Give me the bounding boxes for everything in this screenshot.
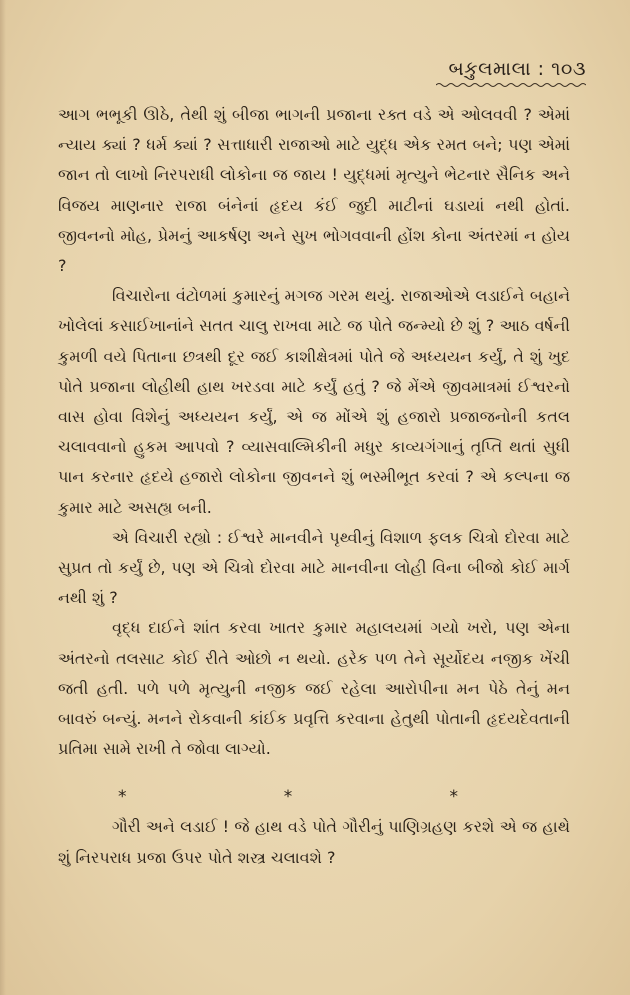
- section-separator: [118, 786, 458, 808]
- header-wavy-rule: [436, 82, 586, 88]
- separator-asterisk: *: [118, 787, 127, 808]
- paragraph-4: વૃદ્ધ દાઈને શાંત કરવા ખાતર કુમાર મહાલયમાં ગયો ખરો, પણ એના અંતરનો તલસાટ કોઈ રીતે ઓછો ન થયો. હરેક પળ તેને સૂર્યોદય નજીક ખેંચી જતી હતી. પળે પળે મૃત્યુની નજીક જઈ રહેલા આરોપીના મન પેઠે તેનું મન બાવરું બન્યું. મનને રોકવાની કાંઈક પ્રવૃત્તિ કરવાના હેતુથી પોતાની હૃદયદેવતાની પ્રતિમા સામે રાખી તે જોવા લાગ્યો.: [58, 618, 570, 759]
- page-header: [436, 58, 586, 88]
- paragraph-3: એ વિચારી રહ્યો : ઈશ્વરે માનવીને પૃથ્વીનું વિશાળ ફલક ચિત્રો દોરવા માટે સુપ્રત તો કર્યું છે, પણ એ ચિત્રો દોરવા માટે માનવીના લોહી વિના બીજો કોઈ માર્ગ નથી શું ?: [58, 527, 570, 608]
- separator-asterisk: *: [283, 787, 293, 808]
- separator-asterisk: *: [449, 787, 458, 808]
- page-gutter-edge: [0, 0, 6, 995]
- paragraph-1: આગ ભભૂકી ઊઠે, તેથી શું બીજા ભાગની પ્રજાના રક્ત વડે એ ઓલવવી ? એમાં ન્યાય ક્યાં ? ધર્મ ક્યાં ? સત્તાધારી રાજાઓ માટે યુદ્ધ એક રમત બને; પણ એમાં જાન તો લાખો નિરપરાધી લોકોના જ જાય ! યુદ્ધમાં મૃત્યુને ભેટનાર સૈનિક અને વિજય માણનાર રાજા બંનેનાં હૃદય કંઈ જુદી માટીનાં ઘડાયાં નથી હોતાં. જીવનનો મોહ, પ્રેમનું આકર્ષણ અને સુખ ભોગવવાની હોંશ કોના અંતરમાં ન હોય ?: [58, 105, 570, 276]
- paragraph-2: વિચારોના વંટોળમાં કુમારનું મગજ ગરમ થયું. રાજાઓએ લડાઈને બહાને ખોલેલાં કસાઈખાનાંને સતત ચાલુ રાખવા માટે જ પોતે જન્મ્યો છે શું ? આઠ વર્ષની કુમળી વયે પિતાના છત્રથી દૂર જઈ કાશીક્ષેત્રમાં પોતે જે અધ્યયન કર્યું, તે શું ખુદ પોતે પ્રજાના લોહીથી હાથ ખરડવા માટે કર્યું હતું ? જે મેંએ જીવમાત્રમાં ઈશ્વરનો વાસ હોવા વિશેનું અધ્યયન કર્યું, એ જ મોંએ શું હજારો પ્રજાજનોની કતલ ચલાવવાનો હુકમ આપવો ? વ્યાસવાલ્મિકીની મધુર કાવ્યગંગાનું તૃપ્તિ થતાં સુધી પાન કરનાર હૃદયે હજારો લોકોના જીવનને શું ભસ્મીભૂત કરવાં ? એ કલ્પના જ કુમાર માટે અસહ્ય બની.: [58, 286, 570, 517]
- body-text: [58, 100, 570, 873]
- final-paragraph: ગૌરી અને લડાઈ ! જે હાથ વડે પોતે ગૌરીનું પાણિગ્રહણ કરશે એ જ હાથે શું નિરપરાધ પ્રજા ઉપર પોતે શસ્ત્ર ચલાવશે ?: [58, 817, 570, 867]
- running-head: બકુલમાલા : ૧૦૩: [448, 58, 586, 80]
